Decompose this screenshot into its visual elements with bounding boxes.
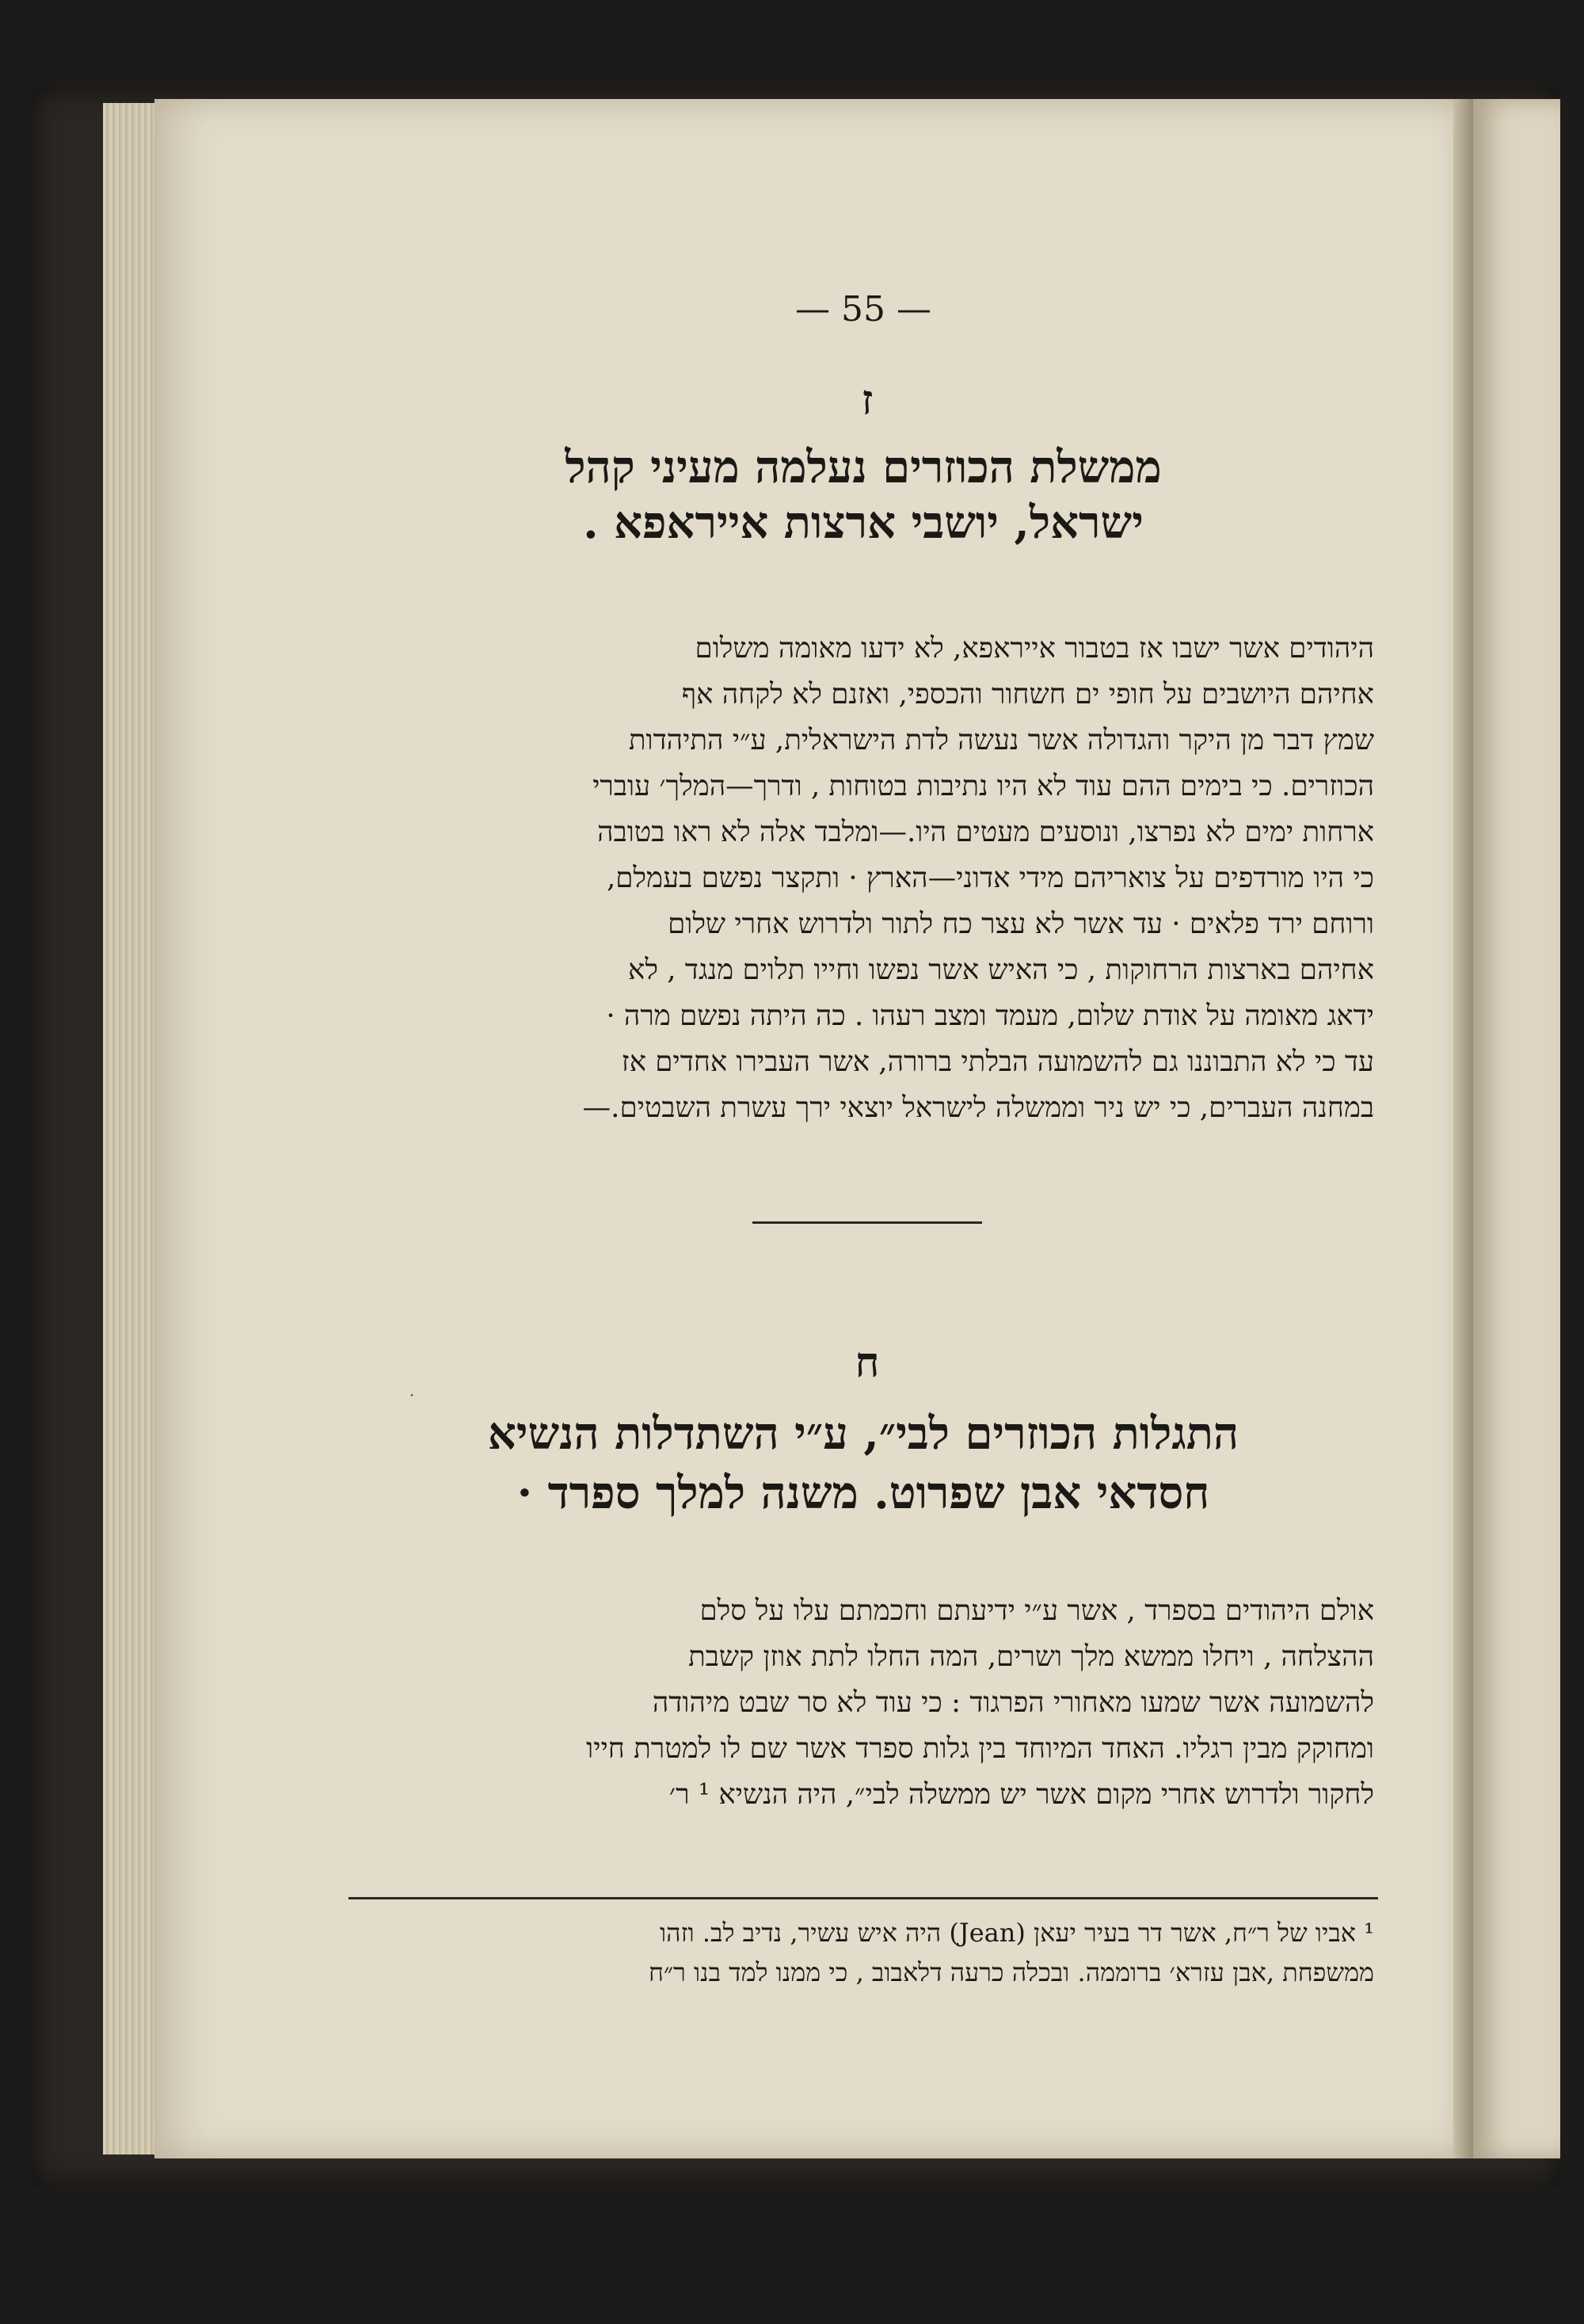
section-letter-z: ז	[861, 376, 874, 425]
paragraph-line: לחקור ולדרוש אחרי מקום אשר יש ממשלה לבי״, היה הנשיא ¹ ר׳	[668, 1778, 1374, 1811]
paragraph-line: ידאג מאומה על אודת שלום, מעמד ומצב רעהו . כה היתה נפשם מרה ·	[606, 1000, 1374, 1032]
page-number: — 55 —	[795, 289, 931, 330]
section-heading-line: ממשלת הכוזרים נעלמה מעיני קהל	[565, 441, 1162, 493]
paragraph-line: הכוזרים. כי בימים ההם עוד לא היו נתיבות בטוחות , ודרך—המלך׳ עוברי	[592, 770, 1374, 802]
section-heading-line: חסדאי אבן שפרוט. משנה למלך ספרד ·	[516, 1467, 1210, 1519]
paragraph-line: כי היו מורדפים על צואריהם מידי אדוני—הארץ · ותקצר נפשם בעמלם,	[607, 862, 1374, 894]
paragraph-line: להשמועה אשר שמעו מאחורי הפרגוד : כי עוד לא סר שבט מיהודה	[652, 1686, 1374, 1719]
footnote-line: ממשפחת ,אבן עזרא׳ ברוממה. ובכלה כרעה דלאבוב , כי ממנו למד בנו ר״ח	[649, 1957, 1374, 1987]
paragraph-line: ארחות ימים לא נפרצו, ונוסעים מעטים היו.—ומלבד אלה לא ראו בטובה	[597, 816, 1374, 848]
section-heading-line: ישראל, יושבי ארצות אייראפא .	[583, 497, 1144, 549]
section-paragraph	[352, 1588, 1374, 1818]
paragraph-line: עד כי לא התבוננו גם להשמועה הבלתי ברורה, אשר העבירו אחדים אז	[621, 1046, 1374, 1078]
paragraph-line: ורוחם ירד פלאים · עד אשר לא עצר כח לתור ולדרוש אחרי שלום	[668, 908, 1374, 940]
footnote	[352, 1913, 1374, 1992]
paragraph-line: במחנה העברים, כי יש ניר וממשלה לישראל יוצאי ירך עשרת השבטים.—	[582, 1092, 1374, 1124]
paragraph-line: ומחוקק מבין רגליו. האחד המיוחד בין גלות ספרד אשר שם לו למטרת חייו	[586, 1732, 1374, 1765]
paragraph-line: אחיהם היושבים על חופי ים חשחור והכספי, ואזנם לא לקחה אף	[681, 678, 1374, 711]
paragraph-line: אחיהם בארצות הרחוקות , כי האיש אשר נפשו וחייו תלוים מנגד , לא	[628, 954, 1374, 986]
section-letter-h: ח	[855, 1339, 880, 1387]
section-heading-line: התגלות הכוזרים לבי״, ע״י השתדלות הנשיא	[487, 1408, 1239, 1460]
paragraph-line: ההצלחה , ויחלו ממשא מלך ושרים, המה החלו לתת אוזן קשבת	[688, 1640, 1374, 1673]
footnote-divider	[348, 1897, 1378, 1899]
facing-page-edge	[1473, 99, 1560, 2158]
paragraph-line: אולם היהודים בספרד , אשר ע״י ידיעתם וחכמתם עלו על סלם	[699, 1594, 1374, 1627]
section-paragraph	[352, 626, 1374, 1131]
paragraph-line: שמץ דבר מן היקר והגדולה אשר נעשה לדת הישראלית, ע״י התיהדות	[628, 724, 1374, 756]
footnote-line: ¹ אביו של ר״ח, אשר דר בעיר יעאן (Jean) היה איש עשיר, נדיב לב. וזהו	[659, 1918, 1374, 1948]
page-edges	[103, 103, 158, 2154]
section-divider	[752, 1221, 982, 1224]
paragraph-line: היהודים אשר ישבו אז בטבור אייראפא, לא ידעו מאומה משלום	[695, 632, 1374, 665]
